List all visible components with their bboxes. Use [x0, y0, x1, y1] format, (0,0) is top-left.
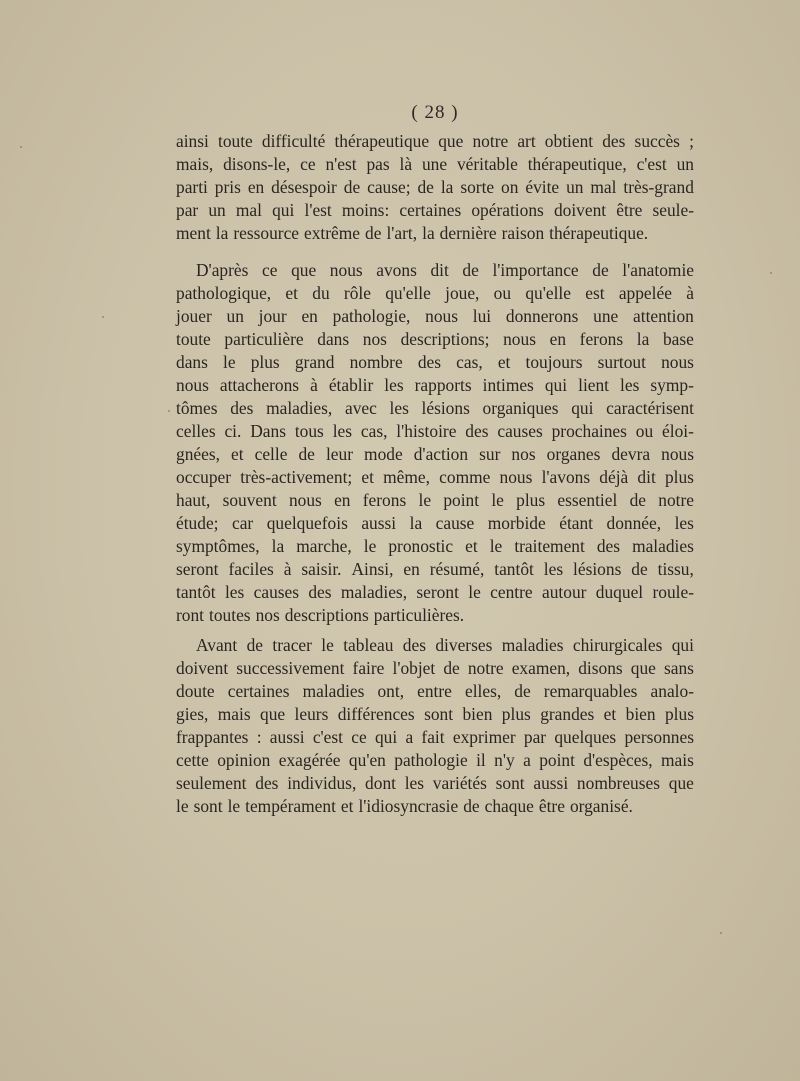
text-line: Avant de tracer le tableau des diverses maladies chirurgicales qui	[196, 635, 694, 655]
text-line: occuper très-activement; et même, comme nous l'avons déjà dit plus	[176, 467, 694, 487]
text-line: frappantes : aussi c'est ce qui a fait exprimer par quelques personnes	[176, 727, 694, 747]
text-line: parti pris en désespoir de cause; de la sorte on évite un mal très-grand	[176, 177, 694, 197]
text-line: toute particulière dans nos descriptions; nous en ferons la base	[176, 329, 694, 349]
text-line: haut, souvent nous en ferons le point le plus essentiel de notre	[176, 490, 694, 510]
paragraph-3	[176, 634, 694, 818]
text-line: pathologique, et du rôle qu'elle joue, ou qu'elle est appelée à	[176, 283, 694, 303]
text-line: mais, disons-le, ce n'est pas là une véritable thérapeutique, c'est un	[176, 154, 694, 174]
text-line: cette opinion exagérée qu'en pathologie il n'y a point d'espèces, mais	[176, 750, 694, 770]
paragraph-1	[176, 130, 694, 245]
text-line: D'après ce que nous avons dit de l'importance de l'anatomie	[196, 260, 694, 280]
paper-speck	[20, 146, 22, 148]
text-line: jouer un jour en pathologie, nous lui donnerons une attention	[176, 306, 694, 326]
text-line: ainsi toute difficulté thérapeutique que notre art obtient des succès ;	[176, 131, 694, 151]
text-line: le sont le tempérament et l'idiosyncrasie de chaque être organisé.	[176, 796, 633, 816]
page-number: ( 28 )	[411, 102, 459, 123]
text-line: dans le plus grand nombre des cas, et toujours surtout nous	[176, 352, 694, 372]
text-line: doute certaines maladies ont, entre elles, de remarquables analo-	[176, 681, 694, 701]
paper-speck	[102, 316, 104, 318]
text-line: tômes des maladies, avec les lésions organiques qui caractérisent	[176, 398, 694, 418]
text-line: nous attacherons à établir les rapports intimes qui lient les symp-	[176, 375, 694, 395]
text-line: doivent successivement faire l'objet de notre examen, disons que sans	[176, 658, 694, 678]
text-line: seulement des individus, dont les variétés sont aussi nombreuses que	[176, 773, 694, 793]
text-line: gies, mais que leurs différences sont bien plus grandes et bien plus	[176, 704, 694, 724]
text-line: symptômes, la marche, le pronostic et le traitement des maladies	[176, 536, 694, 556]
text-line: gnées, et celle de leur mode d'action sur nos organes devra nous	[176, 444, 694, 464]
text-line: celles ci. Dans tous les cas, l'histoire des causes prochaines ou éloi-	[176, 421, 694, 441]
text-line: ront toutes nos descriptions particulières.	[176, 605, 465, 625]
paper-speck	[770, 272, 772, 274]
paragraph-2	[176, 259, 694, 627]
text-line: tantôt les causes des maladies, seront le centre autour duquel roule-	[176, 582, 694, 602]
text-line: par un mal qui l'est moins: certaines opérations doivent être seule-	[176, 200, 694, 220]
text-line: ment la ressource extrême de l'art, la dernière raison thérapeutique.	[176, 223, 649, 243]
paper-speck	[720, 932, 722, 934]
text-line: étude; car quelquefois aussi la cause morbide étant donnée, les	[176, 513, 694, 533]
paper-speck	[168, 410, 170, 412]
text-line: seront faciles à saisir. Ainsi, en résumé, tantôt les lésions de tissu,	[176, 559, 694, 579]
